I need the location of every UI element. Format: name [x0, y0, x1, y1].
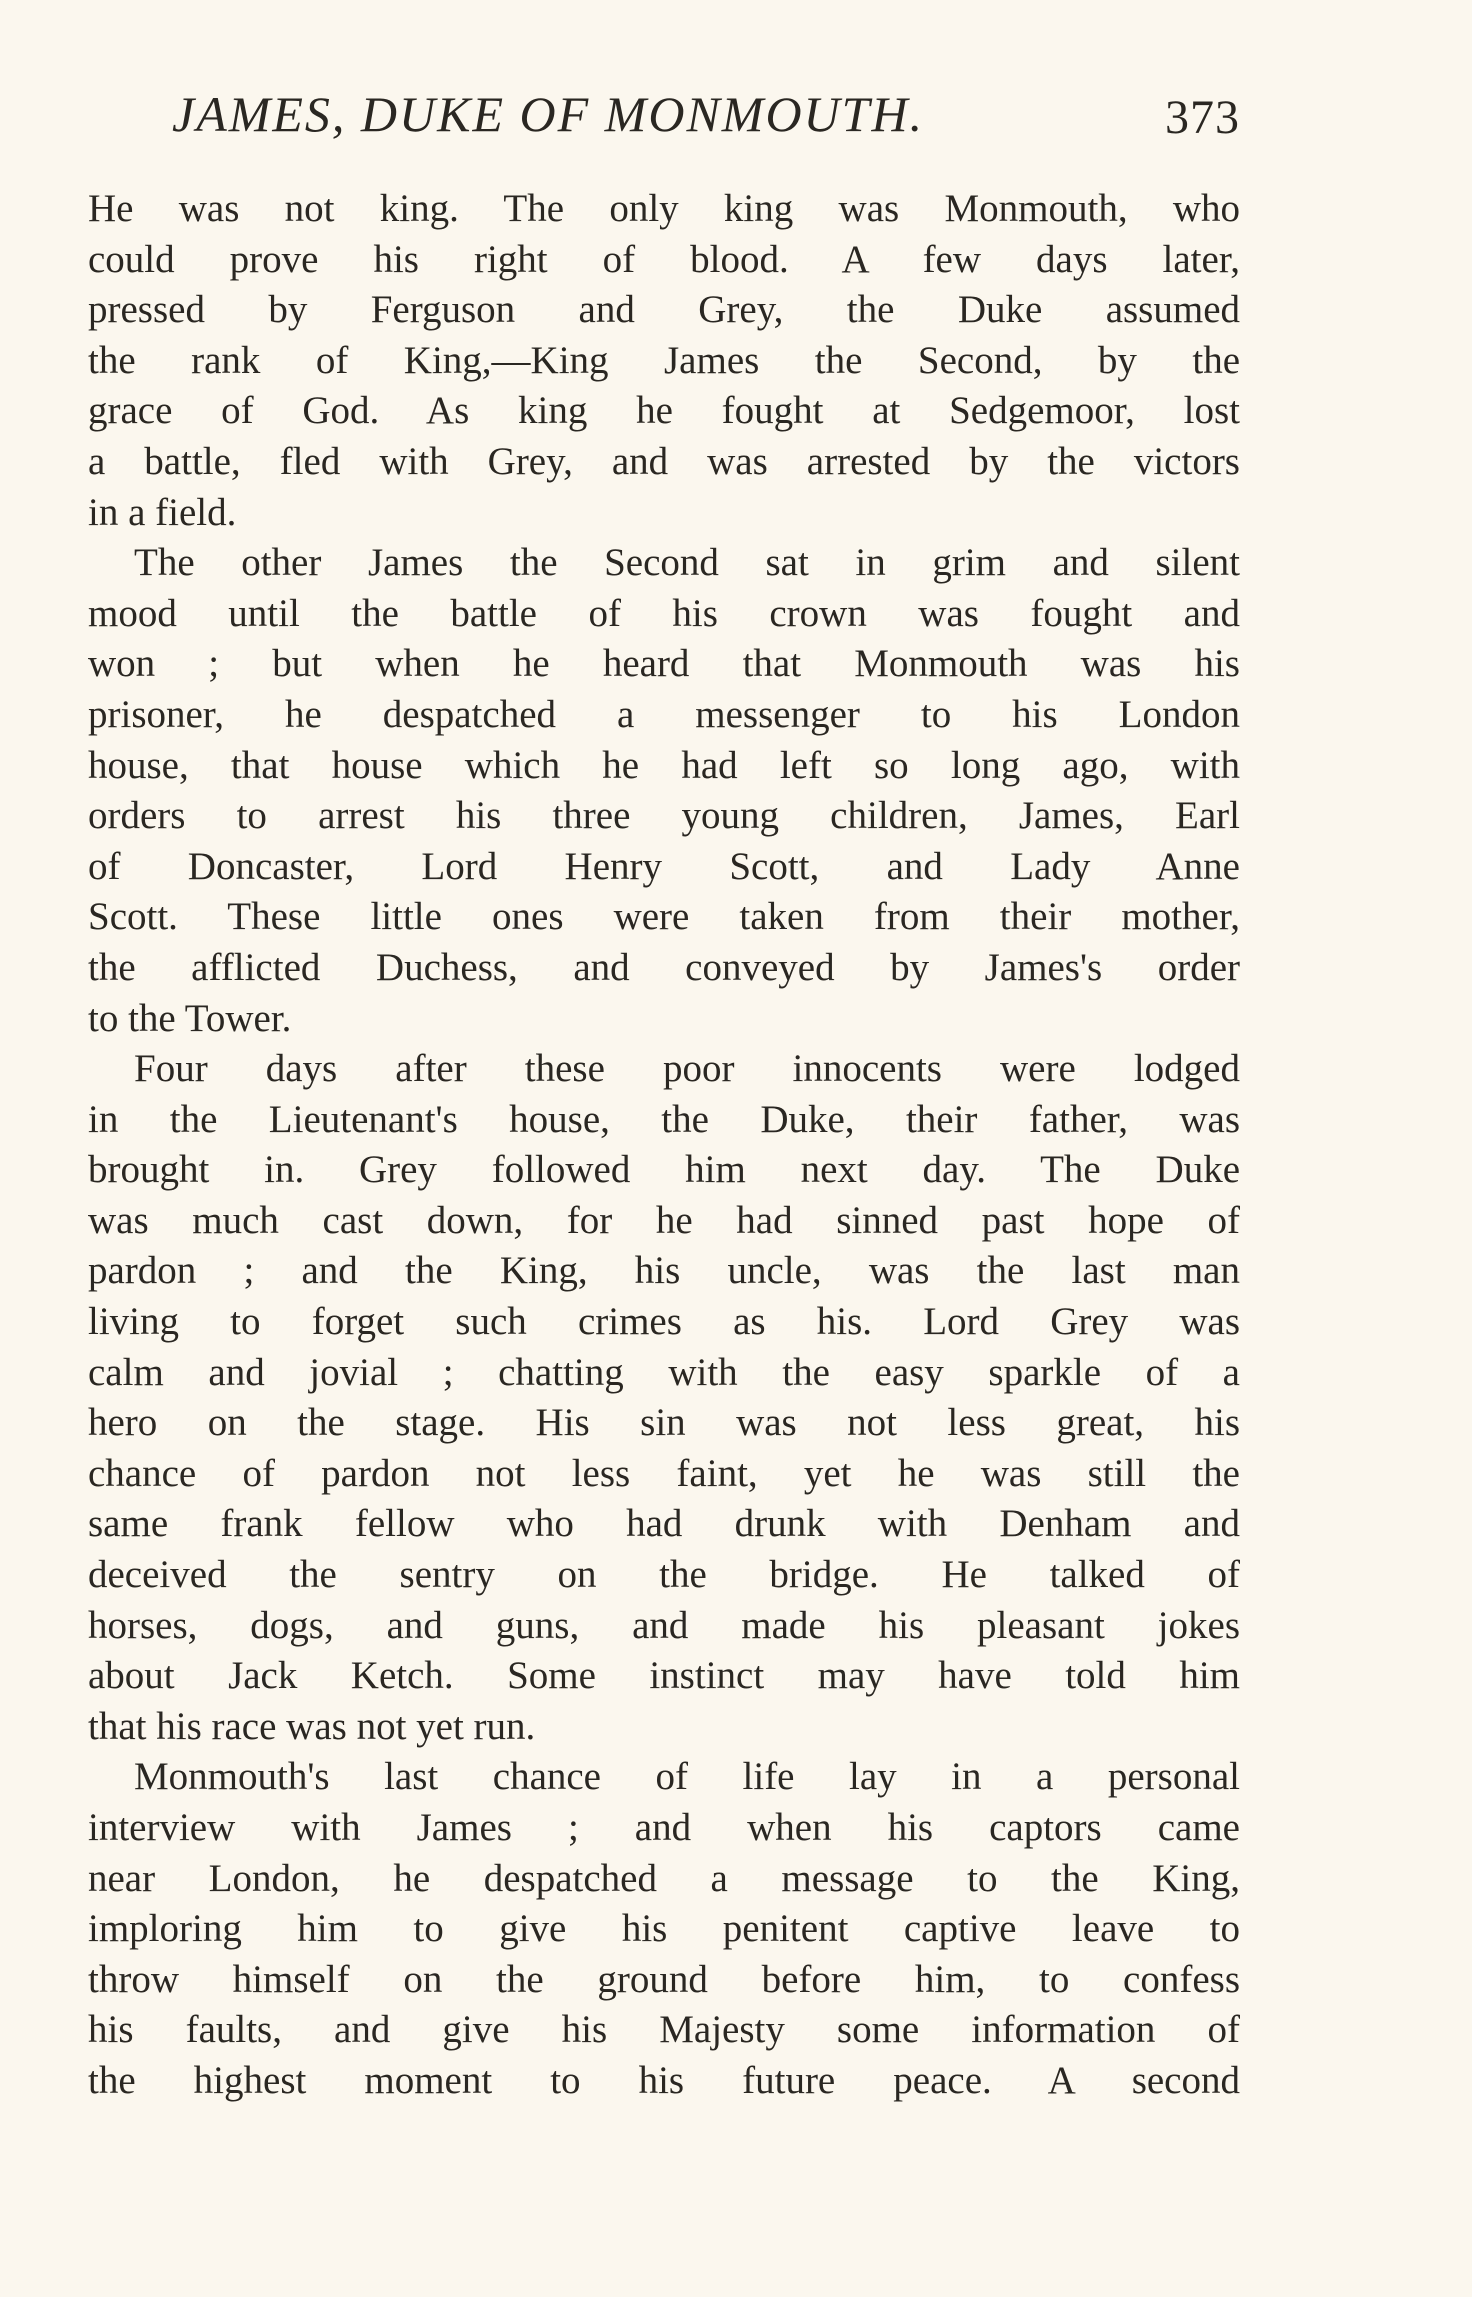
text-line: living to forget such crimes as his. Lord Grey was: [88, 1300, 1240, 1344]
text-line: the highest moment to his future peace. A second: [88, 2058, 1240, 2102]
text-line: in the Lieutenant's house, the Duke, their father, was: [88, 1097, 1240, 1141]
text-line: calm and jovial ; chatting with the easy sparkle of a: [88, 1350, 1240, 1394]
page-header: [88, 76, 1240, 152]
text-line: near London, he despatched a message to the King,: [88, 1856, 1240, 1900]
text-line: imploring him to give his penitent captive leave to: [88, 1907, 1240, 1951]
text-line: grace of God. As king he fought at Sedgemoor, lost: [88, 389, 1240, 433]
paragraph: [88, 1752, 1240, 2106]
text-line: won ; but when he heard that Monmouth was his: [88, 642, 1240, 686]
text-line: throw himself on the ground before him, to confess: [88, 1957, 1240, 2001]
text-line: in a field.: [88, 490, 237, 534]
text-line: the afflicted Duchess, and conveyed by James's order: [88, 945, 1240, 989]
text-line: a battle, fled with Grey, and was arrested by the victors: [88, 439, 1240, 483]
paragraph: [88, 1044, 1240, 1752]
paragraph: [88, 538, 1240, 1044]
text-line: hero on the stage. His sin was not less great, his: [88, 1401, 1240, 1445]
paragraph: [88, 184, 1240, 538]
text-line: was much cast down, for he had sinned past hope of: [88, 1198, 1240, 1242]
text-line: could prove his right of blood. A few days later,: [88, 237, 1240, 281]
running-title: JAMES, DUKE OF MONMOUTH.: [172, 86, 925, 142]
page-number: 373: [1165, 91, 1240, 144]
text-line: to the Tower.: [88, 996, 292, 1040]
text-line: horses, dogs, and guns, and made his pleasant jokes: [88, 1603, 1240, 1647]
text-line: pardon ; and the King, his uncle, was the last man: [88, 1249, 1240, 1293]
text-line: deceived the sentry on the bridge. He talked of: [88, 1553, 1240, 1597]
text-line: Scott. These little ones were taken from their mother,: [88, 895, 1240, 939]
body-text: [88, 184, 1240, 2107]
text-line: that his race was not yet run.: [88, 1704, 536, 1748]
text-line: the rank of King,—King James the Second, by the: [88, 338, 1240, 382]
text-line: house, that house which he had left so long ago, with: [88, 743, 1240, 787]
text-line: same frank fellow who had drunk with Denham and: [88, 1502, 1240, 1546]
text-line: pressed by Ferguson and Grey, the Duke assumed: [88, 288, 1240, 332]
text-line: orders to arrest his three young children, James, Earl: [88, 794, 1240, 838]
text-line: He was not king. The only king was Monmouth, who: [88, 187, 1240, 230]
text-line: prisoner, he despatched a messenger to his London: [88, 692, 1240, 736]
text-line: brought in. Grey followed him next day. The Duke: [88, 1148, 1240, 1192]
text-line: interview with James ; and when his captors came: [88, 1806, 1240, 1849]
text-line: chance of pardon not less faint, yet he was still the: [88, 1451, 1240, 1495]
text-line: mood until the battle of his crown was fought and: [88, 591, 1240, 635]
text-line: Four days after these poor innocents were lodged: [134, 1047, 1240, 1091]
text-line: of Doncaster, Lord Henry Scott, and Lady Anne: [88, 844, 1240, 888]
text-line: The other James the Second sat in grim and silent: [134, 541, 1240, 585]
text-line: his faults, and give his Majesty some information of: [88, 2008, 1240, 2052]
text-line: Monmouth's last chance of life lay in a personal: [134, 1755, 1240, 1799]
text-line: about Jack Ketch. Some instinct may have told him: [88, 1654, 1240, 1698]
